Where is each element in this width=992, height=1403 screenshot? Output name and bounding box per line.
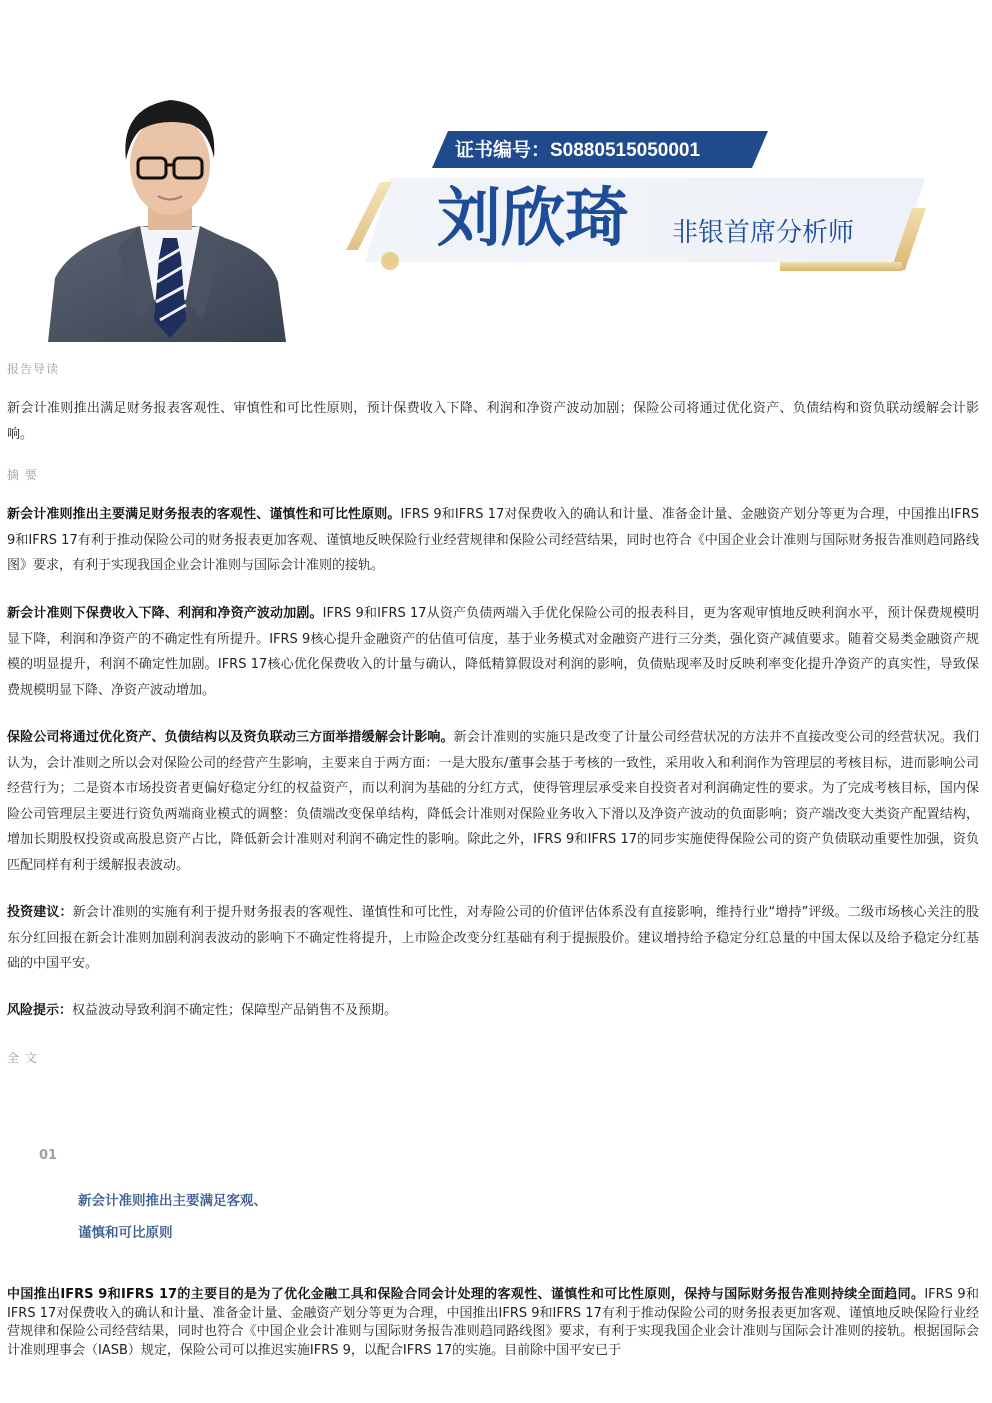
summary-p1-body: IFRS 9和IFRS 17对保费收入的确认和计量、准备金计量、金融资产划分等更为合理，中国推出IFRS 9和IFRS 17有利于推动保险公司的财务报表更加客观、谨慎地反映保险行业经营规律和保险公司经营结果，同时也符合《中国企业会计准则与国际财务报告准则趋同路线图》要求，有利于实现我国企业会计准则与国际会计准则的接轨。 [7, 507, 979, 573]
guide-label: 报告导读 [7, 362, 60, 376]
summary-paragraph-3 [7, 725, 979, 878]
risk-warning-lead: 风险提示： [7, 1003, 73, 1018]
investment-advice-lead: 投资建议： [7, 905, 73, 920]
analyst-banner [0, 0, 992, 345]
certificate-number: 证书编号：S0880515050001 [455, 140, 701, 161]
fulltext-p1-body: IFRS 9和IFRS 17对保费收入的确认和计量、准备金计量、金融资产划分等更为合理，中国推出IFRS 9和IFRS 17有利于推动保险公司的财务报表更加客观、谨慎地反映保险行业经营规律和保险公司经营结果，同时也符合《中国企业会计准则与国际财务报告准则趋同路线图》要求，有利于实现我国企业会计准则与国际会计准则的接轨。根据国际会计准则理事会（IASB）规定，保险公司可以推迟实施IFRS 9，以配合IFRS 17的实施。目前除中国平安已于 [7, 1287, 980, 1358]
chapter-title-line-2: 谨慎和可比原则 [78, 1225, 173, 1241]
summary-paragraph-1 [7, 502, 979, 579]
risk-warning-body: 权益波动导致利润不确定性；保障型产品销售不及预期。 [72, 1003, 398, 1018]
investment-advice [7, 900, 979, 977]
fulltext-paragraph-1 [7, 1286, 979, 1360]
chapter-title-line-1: 新会计准则推出主要满足客观、 [78, 1193, 267, 1209]
summary-p3-lead: 保险公司将通过优化资产、负债结构以及资负联动三方面举措缓解会计影响。 [7, 730, 454, 745]
summary-p1-lead: 新会计准则推出主要满足财务报表的客观性、谨慎性和可比性原则。 [7, 507, 401, 522]
summary-paragraph-2 [7, 601, 979, 703]
summary-p2-body: IFRS 9和IFRS 17从资产负债两端入手优化保险公司的报表科目，更为客观审慎地反映利润水平，预计保费规模明显下降，利润和净资产的不确定性有所提升。IFRS 9核心提升金融资产的估值可信度，基于业务模式对金融资产进行三分类，强化资产减值要求。随着交易类金融资产规模的明显提升，利润不确定性加剧。IFRS 17核心优化保费收入的计量与确认，降低精算假设对利润的影响，负债贴现率及时反映利率变化提升净资产的真实性，导致保费规模明显下降、净资产波动增加。 [7, 606, 979, 698]
analyst-portrait [48, 100, 286, 342]
guide-text: 新会计准则推出满足财务报表客观性、审慎性和可比性原则，预计保费收入下降、利润和净资产波动加剧；保险公司将通过优化资产、负债结构和资负联动缓解会计影响。 [7, 401, 979, 442]
summary-label: 摘 要 [7, 468, 38, 482]
risk-warning [7, 998, 979, 1024]
fulltext-label: 全 文 [7, 1051, 38, 1065]
summary-p2-lead: 新会计准则下保费收入下降、利润和净资产波动加剧。 [7, 606, 323, 621]
fulltext-p1-lead: 中国推出IFRS 9和IFRS 17的主要目的是为了优化金融工具和保险合同会计处理的客观性、谨慎性和可比性原则，保持与国际财务报告准则持续全面趋同。 [7, 1287, 925, 1302]
summary-p3-body: 新会计准则的实施只是改变了计量公司经营状况的方法并不直接改变公司的经营状况。我们认为，会计准则之所以会对保险公司的经营产生影响，主要来自于两方面：一是大股东/董事会基于考核的一致性，采用收入和利润作为管理层的考核目标，进而影响公司经营行为；二是资本市场投资者更偏好稳定分红的权益资产，而以利润为基础的分红方式，使得管理层承受来自投资者对利润确定性的要求。为了完成考核目标，国内保险公司管理层主要进行资负两端商业模式的调整：负债端改变保单结构，降低会计准则对保险业务收入下滑以及净资产波动的负面影响；资产端改变大类资产配置结构，增加长期股权投资或高股息资产占比，降低新会计准则对利润不确定性的影响。除此之外，IFRS 9和IFRS 17的同步实施使得保险公司的资产负债联动重要性加强，资负匹配同样有利于缓解报表波动。 [7, 730, 979, 873]
analyst-name: 刘欣琦 [437, 181, 629, 256]
analyst-title: 非银首席分析师 [672, 218, 855, 248]
chapter-number: 01 [39, 1148, 58, 1163]
investment-advice-body: 新会计准则的实施有利于提升财务报表的客观性、谨慎性和可比性，对寿险公司的价值评估体系没有直接影响，维持行业“增持”评级。二级市场核心关注的股东分红回报在新会计准则加剧利润表波动的影响下不确定性将提升，上市险企改变分红基础有利于提振股价。建议增持给予稳定分红总量的中国太保以及给予稳定分红基础的中国平安。 [7, 905, 979, 971]
